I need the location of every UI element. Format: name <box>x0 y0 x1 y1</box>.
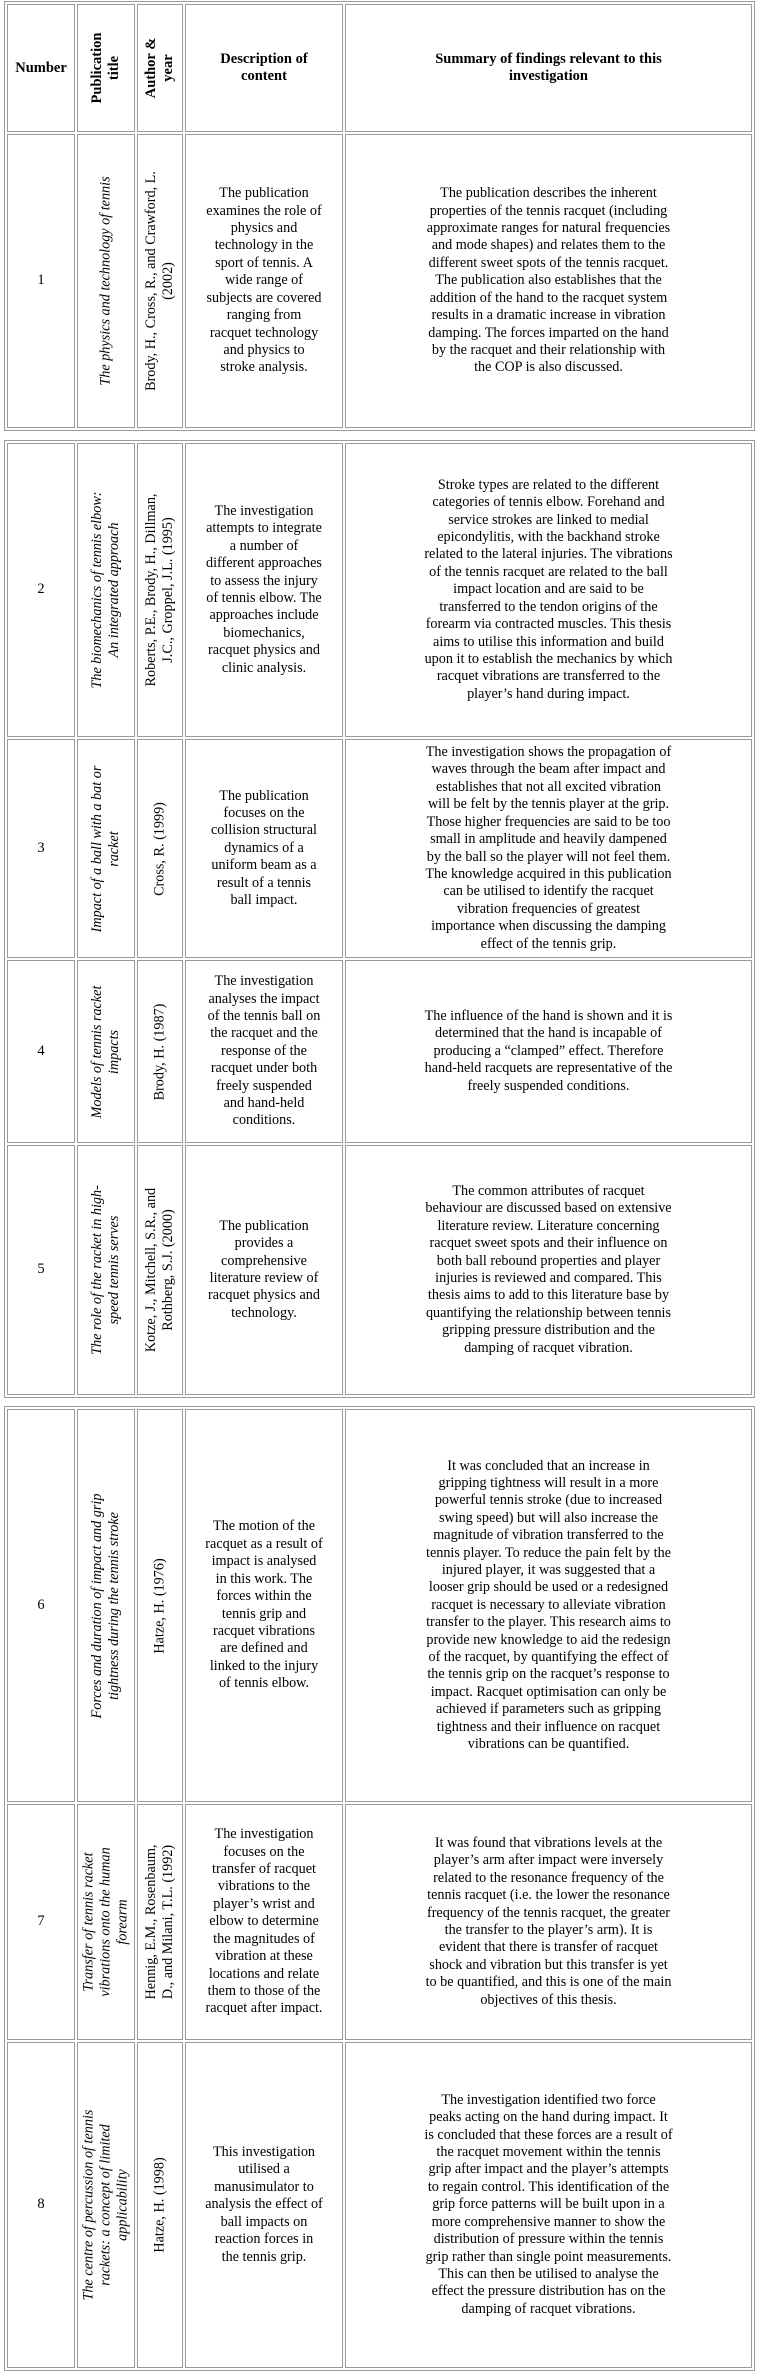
publication-title: The role of the racket in high- speed tennis serves <box>77 1145 135 1395</box>
summary-cell: The investigation shows the propagation of waves through the beam after impact and establishes that not all excited vibration will be felt by the tennis player at the grip. Those higher frequencies are said to be too small in amplitude and heavily dampened by the ball so the player will not feel them. The knowledge acquired in this publication can be utilised to identify the racquet vibration frequencies of greatest importance when discussing the damping effect of the tennis grip. <box>345 739 752 958</box>
table-row <box>7 1145 752 1395</box>
table-row <box>7 739 752 958</box>
author-year: Brody, H., Cross, R., and Crawford, L. (2002) <box>137 134 183 428</box>
summary-cell: It was found that vibrations levels at the player’s arm after impact were inversely related to the resonance frequency of the tennis racquet (i.e. the lower the resonance frequency of the tennis racquet, the greater the transfer to the player’s arm). It is evident that there is transfer of racquet shock and vibration but this transfer is yet to be quantified, and this is one of the main objectives of this thesis. <box>345 1804 752 2040</box>
summary-cell: Stroke types are related to the different categories of tennis elbow. Forehand and service strokes are linked to medial epicondylitis, with the backhand stroke related to the lateral injuries. The vibrations of the tennis racquet are related to the ball impact location and are said to be transferred to the tendon origins of the forearm via contracted muscles. This thesis aims to utilise this information and build upon it to establish the mechanics by which racquet vibrations are transferred to the player’s hand during impact. <box>345 443 752 737</box>
row-number: 2 <box>7 443 75 737</box>
publication-title: The centre of percussion of tennis rackets: a concept of limited applicability <box>77 2042 135 2368</box>
table-part-2 <box>4 440 755 1398</box>
table-row <box>7 134 752 428</box>
description-cell: The investigation analyses the impact of the tennis ball on the racquet and the response of the racquet under both freely suspended and hand-held conditions. <box>185 960 343 1143</box>
summary-cell: The publication describes the inherent properties of the tennis racquet (including approximate ranges for natural frequencies and mode shapes) and relates them to the different sweet spots of the tennis racquet. The publication also establishes that the addition of the hand to the racquet system results in a dramatic increase in vibration damping. The forces imparted on the hand by the racquet and their relationship with the COP is also discussed. <box>345 134 752 428</box>
header-description: Description of content <box>185 4 343 132</box>
publication-title: Impact of a ball with a bat or racket <box>77 739 135 958</box>
description-cell: The investigation attempts to integrate a number of different approaches to assess the injury of tennis elbow. The approaches include biomechanics, racquet physics and clinic analysis. <box>185 443 343 737</box>
description-cell: The publication examines the role of physics and technology in the sport of tennis. A wide range of subjects are covered ranging from racquet technology and physics to stroke analysis. <box>185 134 343 428</box>
table-row <box>7 443 752 737</box>
description-cell: The publication focuses on the collision structural dynamics of a uniform beam as a result of a tennis ball impact. <box>185 739 343 958</box>
header-title: Publication title <box>77 4 135 132</box>
row-number: 3 <box>7 739 75 958</box>
summary-cell: It was concluded that an increase in gripping tightness will result in a more powerful tennis stroke (due to increased swing speed) but will also increase the magnitude of vibration transferred to the tennis player. To reduce the pain felt by the injured player, it was suggested that a looser grip should be used or a redesigned racquet is necessary to alleviate vibration transfer to the player. This research aims to provide new knowledge to aid the redesign of the racquet, by quantifying the effect of the tennis grip on the racquet’s response to impact. Racquet optimisation can only be achieved if parameters such as gripping tightness and their influence on racquet vibrations can be quantified. <box>345 1409 752 1802</box>
author-year: Brody, H. (1987) <box>137 960 183 1143</box>
publication-title: The physics and technology of tennis <box>77 134 135 428</box>
summary-cell: The common attributes of racquet behaviour are discussed based on extensive literature review. Literature concerning racquet sweet spots and their influence on both ball rebound properties and player injuries is reviewed and compared. This thesis aims to add to this literature base by quantifying the relationship between tennis gripping pressure distribution and the damping of racquet vibration. <box>345 1145 752 1395</box>
table-row <box>7 1409 752 1802</box>
row-number: 6 <box>7 1409 75 1802</box>
author-year: Kotze, J., Mitchell, S.R., and Rothberg, S.J. (2000) <box>137 1145 183 1395</box>
table-part-1 <box>4 1 755 431</box>
publication-title: The biomechanics of tennis elbow: An integrated approach <box>77 443 135 737</box>
row-number: 7 <box>7 1804 75 2040</box>
row-number: 4 <box>7 960 75 1143</box>
description-cell: The motion of the racquet as a result of impact is analysed in this work. The forces within the tennis grip and racquet vibrations are defined and linked to the injury of tennis elbow. <box>185 1409 343 1802</box>
description-cell: This investigation utilised a manusimulator to analysis the effect of ball impacts on reaction forces in the tennis grip. <box>185 2042 343 2368</box>
publication-title: Models of tennis racket impacts <box>77 960 135 1143</box>
row-number: 5 <box>7 1145 75 1395</box>
table-header-row <box>7 4 752 132</box>
header-summary: Summary of findings relevant to this investigation <box>345 4 752 132</box>
summary-cell: The influence of the hand is shown and it is determined that the hand is incapable of producing a “clamped” effect. Therefore hand-held racquets are representative of the freely suspended conditions. <box>345 960 752 1143</box>
publication-title: Forces and duration of impact and grip tightness during the tennis stroke <box>77 1409 135 1802</box>
description-cell: The investigation focuses on the transfer of racquet vibrations to the player’s wrist and elbow to determine the magnitudes of vibration at these locations and relate them to those of the racquet after impact. <box>185 1804 343 2040</box>
description-cell: The publication provides a comprehensive literature review of racquet physics and technology. <box>185 1145 343 1395</box>
table-row <box>7 2042 752 2368</box>
table-row <box>7 1804 752 2040</box>
table-part-3 <box>4 1406 755 2371</box>
row-number: 1 <box>7 134 75 428</box>
table-row <box>7 960 752 1143</box>
author-year: Hatze, H. (1998) <box>137 2042 183 2368</box>
header-number: Number <box>7 4 75 132</box>
author-year: Cross, R. (1999) <box>137 739 183 958</box>
row-number: 8 <box>7 2042 75 2368</box>
author-year: Roberts, P.E., Brody, H., Dillman, J.C., Groppel, J.L. (1995) <box>137 443 183 737</box>
author-year: Hennig, E.M., Rosenbaum, D., and Milani, T.L. (1992) <box>137 1804 183 2040</box>
header-author: Author & year <box>137 4 183 132</box>
author-year: Hatze, H. (1976) <box>137 1409 183 1802</box>
publication-title: Transfer of tennis racket vibrations onto the human forearm <box>77 1804 135 2040</box>
summary-cell: The investigation identified two force peaks acting on the hand during impact. It is concluded that these forces are a result of the racquet movement within the tennis grip after impact and the player’s attempts to regain control. This identification of the grip force patterns will be built upon in a more comprehensive manner to show the distribution of pressure within the tennis grip rather than single point measurements. This can then be utilised to analyse the effect the pressure distribution has on the damping of racquet vibrations. <box>345 2042 752 2368</box>
